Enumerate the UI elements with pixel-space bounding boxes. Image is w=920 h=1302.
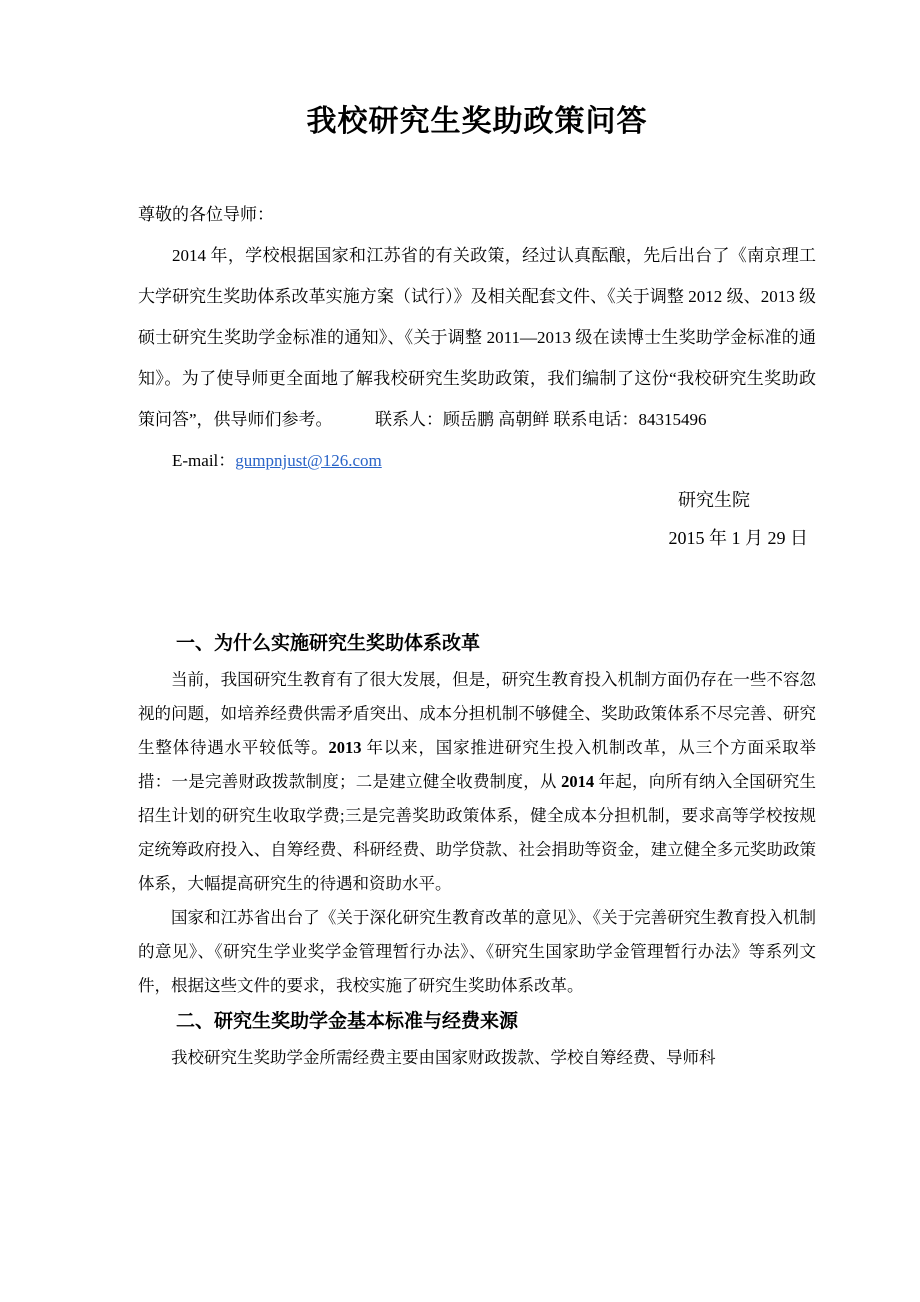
section-1-paragraph-1: 当前，我国研究生教育有了很大发展，但是，研究生教育投入机制方面仍存在一些不容忽视的问题，如培养经费供需矛盾突出、成本分担机制不够健全、奖助政策体系不尽完善、研究生整体待遇水平较低等。2013 年以来，国家推进研究生投入机制改革，从三个方面采取举措：一是完善财政拨款制度；二是建立健全收费制度，从 2014 年起，向所有纳入全国研究生招生计划的研究生收取学费;三是完善奖助政策体系，健全成本分担机制，要求高等学校按规定统筹政府投入、自筹经费、科研经费、助学贷款、社会捐助等资金，建立健全多元奖助政策体系，大幅提高研究生的待遇和资助水平。 — [138, 670, 817, 893]
email-line — [138, 440, 816, 481]
section-1-heading: 一、为什么实施研究生奖助体系改革 — [176, 633, 481, 654]
intro-paragraph: 2014 年，学校根据国家和江苏省的有关政策，经过认真酝酿，先后出台了《南京理工大学研究生奖助体系改革实施方案（试行）》及相关配套文件、《关于调整 2012 级、2013 级硕士研究生奖助学金标准的通知》、《关于调整 2011—2013 级在读博士生奖助学金标准的通知》。为了使导师更全面地了解我校研究生奖助政策，我们编制了这份“我校研究生奖助政策问答”，供导师们参考。 联系人：顾岳鹏 高朝鲜 联系电话：84315496 — [138, 246, 816, 429]
section-1-paragraph-2: 国家和江苏省出台了《关于深化研究生教育改革的意见》、《关于完善研究生教育投入机制的意见》、《研究生学业奖学金管理暂行办法》、《研究生国家助学金管理暂行办法》等系列文件，根据这些文件的要求，我校实施了研究生奖助体系改革。 — [138, 908, 816, 995]
document-title: 我校研究生奖助政策问答 — [306, 105, 648, 138]
section-2-heading: 二、研究生奖助学金基本标准与经费来源 — [176, 1011, 519, 1032]
section-2-paragraph-1: 我校研究生奖助学金所需经费主要由国家财政拨款、学校自筹经费、导师科 — [171, 1048, 716, 1067]
date-line: 2015 年 1 月 29 日 — [668, 528, 808, 548]
email-link[interactable]: gumpnjust@126.com — [235, 451, 382, 470]
salutation-line: 尊敬的各位导师： — [138, 205, 274, 224]
email-label: E-mail： — [172, 451, 236, 470]
signature-line: 研究生院 — [678, 490, 750, 510]
